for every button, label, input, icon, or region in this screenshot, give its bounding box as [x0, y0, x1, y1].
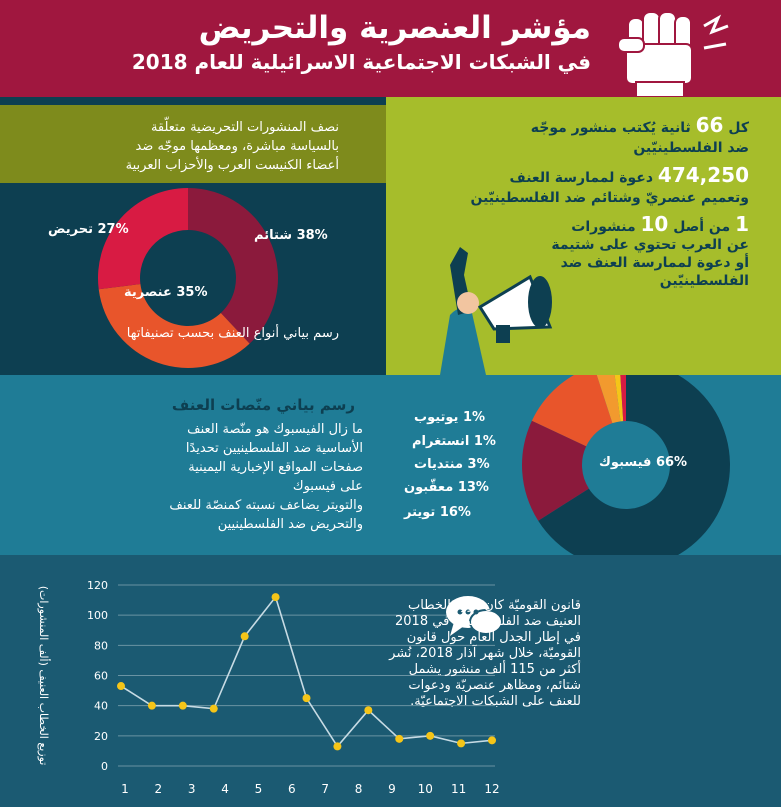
intro-line: أعضاء الكنيست العرب والأحزاب العربية [125, 158, 339, 173]
pie1-slice-0 [188, 188, 278, 344]
desc-line: على فيسبوك [292, 479, 363, 494]
intro-line: نصف المنشورات التحريضية متعلّقة [150, 120, 339, 135]
data-point [426, 732, 434, 740]
law-line: العنيف ضد الفلسطينيين في 2018 [395, 614, 581, 629]
data-point [148, 702, 156, 710]
x-tick-label: 2 [154, 782, 163, 796]
pie2-label-youtube: 1% يوتيوب [414, 410, 486, 425]
stat-calls-line2: وتعميم عنصريّ وشتائم ضد الفلسطينيّين [470, 190, 749, 206]
x-tick-label: 8 [354, 782, 363, 796]
law-description [389, 598, 581, 710]
data-point [210, 705, 218, 713]
desc-line: والتحريض ضد الفلسطينيين [217, 517, 363, 532]
law-line: قانون القوميّة كان ذروة الخطاب [408, 598, 581, 613]
data-point [303, 694, 311, 702]
page-subtitle: في الشبكات الاجتماعية الاسرائيلية للعام 2018 [131, 50, 591, 74]
stat-calls-number: 474,250 [657, 163, 749, 187]
stat-seconds-line [531, 115, 749, 138]
data-point [272, 593, 280, 601]
x-tick-label: 1 [121, 782, 129, 796]
x-tick-label: 12 [484, 782, 500, 796]
x-tick-label: 9 [388, 782, 396, 796]
desc-line: الأساسية ضد الفلسطينيين تحديدًا [185, 441, 363, 456]
desc-line: والتويتر يضاعف نسبته كمنصّة للعنف [169, 498, 363, 513]
desc-line: ما زال الفيسبوك هو منّصة العنف [187, 422, 363, 437]
platforms-title: رسم بياني منّصات العنف [171, 396, 355, 414]
stat-calls-text: دعوة لممارسة العنف [509, 170, 654, 186]
stat-ratio-mid: من أصل [673, 219, 731, 235]
y-tick-label: 0 [101, 760, 108, 773]
law-line: شتائم، ومظاهر عنصريّة ودعوات [408, 678, 581, 693]
law-line: في إطار الجدل العام حول قانون [406, 630, 581, 645]
pie2-label-facebook: 66% فيسبوك [599, 455, 688, 470]
stat-seconds-number: 66 [695, 113, 724, 137]
law-line: أكثر من 115 ألف منشور يشمل [408, 662, 581, 677]
stat-ratio-line [551, 212, 749, 236]
pie2-label-instagram: 1% انستغرام [412, 434, 496, 449]
data-point [457, 739, 465, 747]
page-title: مؤشر العنصرية والتحريض [198, 10, 591, 46]
intro-line: بالسياسة مباشرة، ومعظمها موجّه ضد [135, 139, 339, 154]
y-tick-label: 20 [94, 729, 108, 743]
stat-calls [470, 165, 749, 208]
x-tick-label: 3 [187, 782, 196, 796]
pie2-label-twitter: 16% تويتر [404, 505, 471, 520]
y-tick-label: 60 [94, 669, 108, 683]
data-point [364, 706, 372, 714]
law-line: للعنف على الشبكات الاجتماعيّة. [410, 694, 581, 709]
x-tick-label: 4 [221, 782, 229, 796]
x-tick-label: 11 [450, 782, 467, 796]
data-point [179, 702, 187, 710]
violence-types-caption: رسم بياني أنواع العنف بحسب تصنيفاتها [126, 326, 339, 341]
pie1-label-0: 38% شتائم [254, 228, 328, 243]
stat-seconds-line2: ضد الفلسطينيّين [633, 140, 749, 156]
law-line: القوميّة، خلال شهر آذار 2018، نُشر [389, 646, 581, 661]
x-tick-label: 6 [287, 782, 296, 796]
raised-fist-icon [600, 4, 740, 96]
stat-ratio-line4: الفلسطينيّين [659, 273, 749, 289]
data-point [117, 682, 125, 690]
pie2-label-forums: 3% منتديات [414, 457, 490, 472]
pie2-label-comments: 13% معقّبون [404, 480, 489, 495]
megaphone-icon [410, 225, 580, 375]
x-tick-label: 7 [321, 782, 330, 796]
y-tick-label: 120 [87, 579, 108, 592]
stat-seconds-pre: كل [728, 120, 749, 136]
y-tick-label: 40 [94, 699, 108, 713]
data-point [333, 742, 341, 750]
stat-calls-line [470, 165, 749, 188]
y-axis-label: توزيع الخطاب العنيف (ألف المنشورات) [37, 585, 50, 766]
x-tick-label: 5 [254, 782, 263, 796]
stat-ratio [551, 212, 749, 290]
violence-types-intro [126, 118, 339, 175]
y-tick-label: 80 [94, 639, 108, 653]
platforms-description [169, 420, 363, 534]
pie1-slice-2 [98, 188, 188, 289]
pie1-label-2: 27% تحريض [48, 222, 129, 237]
data-point [488, 736, 496, 744]
pie1-label-1: 35% عنصرية [124, 285, 208, 300]
violence-types-donut-chart [0, 183, 386, 375]
desc-line: صفحات المواقع الإخبارية اليمينية [188, 460, 363, 475]
data-point [395, 735, 403, 743]
stat-ratio-num1: 1 [735, 212, 749, 236]
stat-seconds-text: ثانية يُكتب منشور موجّه [530, 120, 691, 136]
stat-ratio-line3: أو دعوة لممارسة العنف ضد [560, 255, 749, 271]
stat-ratio-line2: عن العرب تحتوي على شتيمة [551, 237, 749, 253]
stat-seconds [531, 115, 749, 158]
stat-ratio-post: منشورات [571, 219, 636, 235]
data-point [241, 632, 249, 640]
x-tick-label: 10 [417, 782, 433, 796]
y-tick-label: 100 [87, 609, 108, 623]
stat-ratio-num2: 10 [640, 212, 669, 236]
